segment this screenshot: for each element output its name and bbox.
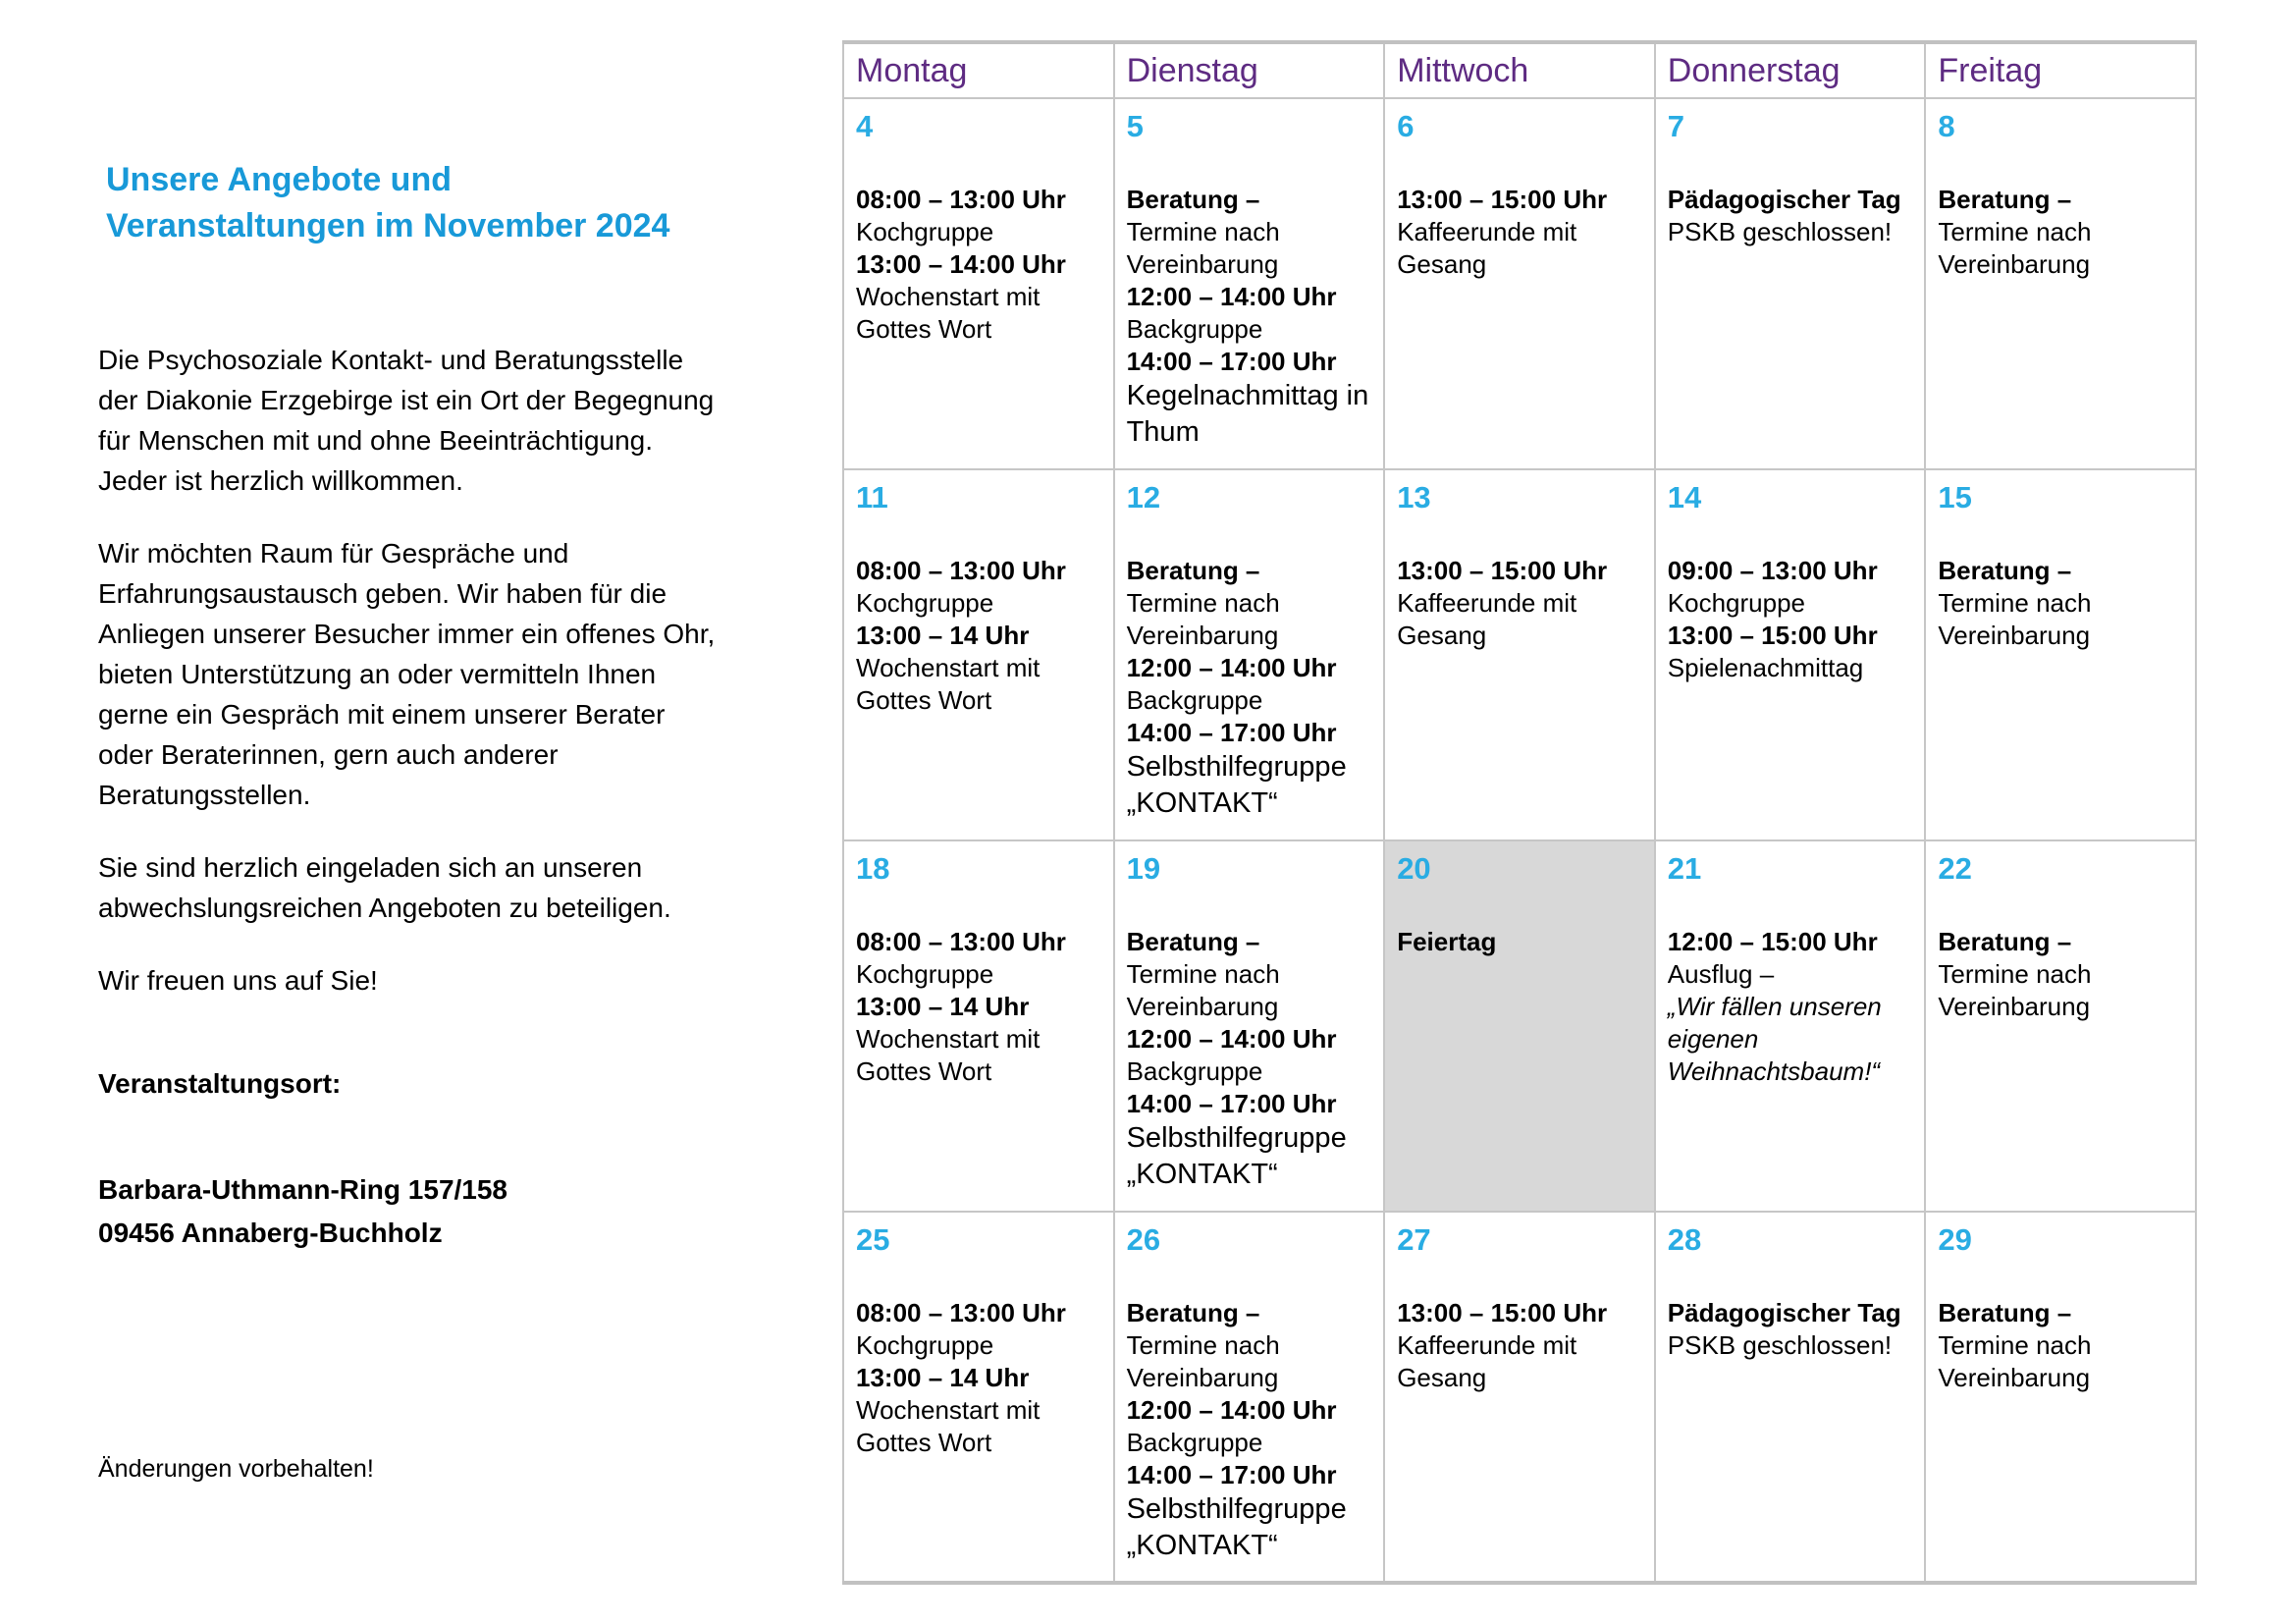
event-line: Backgruppe xyxy=(1126,1056,1263,1086)
day-number: 4 xyxy=(856,109,874,143)
weekday-header-dienstag: Dienstag xyxy=(1114,42,1385,98)
event-line: 14:00 – 17:00 Uhr xyxy=(1126,1460,1337,1489)
event-line: Wochenstart mit Gottes Wort xyxy=(856,653,1041,715)
event-line: 14:00 – 17:00 Uhr xyxy=(1126,1089,1337,1118)
event-line: Backgruppe xyxy=(1126,685,1263,715)
event-line: Selbsthilfegruppe „KONTAKT“ xyxy=(1126,1493,1347,1561)
event-line: 14:00 – 17:00 Uhr xyxy=(1126,718,1337,747)
event-line: Pädagogischer Tag xyxy=(1667,1298,1901,1327)
event-line: 13:00 – 15:00 Uhr xyxy=(1397,556,1608,585)
event-line: Beratung – xyxy=(1126,185,1260,214)
event-line: Kochgruppe xyxy=(856,1330,994,1360)
event-line: Beratung – xyxy=(1126,556,1260,585)
page-title-line-2: Veranstaltungen im November 2024 xyxy=(106,207,670,244)
day-number: 12 xyxy=(1126,480,1161,514)
calendar-cell-day-11 xyxy=(843,469,1114,840)
event-line: Termine nach Vereinbarung xyxy=(1938,588,2092,650)
event-line: Termine nach Vereinbarung xyxy=(1126,588,1280,650)
event-line: Termine nach Vereinbarung xyxy=(1938,217,2092,279)
calendar-cell-day-21 xyxy=(1655,840,1926,1212)
event-line: Kaffeerunde mit Gesang xyxy=(1397,1330,1577,1392)
calendar-cell-day-26 xyxy=(1114,1212,1385,1583)
day-number: 19 xyxy=(1126,851,1161,886)
day-number: 18 xyxy=(856,851,890,886)
day-entries xyxy=(1938,1297,2185,1394)
event-line: Kaffeerunde mit Gesang xyxy=(1397,217,1577,279)
day-number: 28 xyxy=(1667,1222,1702,1257)
event-line: Beratung – xyxy=(1938,1298,2072,1327)
event-line: Termine nach Vereinbarung xyxy=(1126,217,1280,279)
event-line: Beratung – xyxy=(1938,927,2072,956)
intro-paragraph-3: Sie sind herzlich eingeladen sich an unseren abwechslungsreichen Angeboten zu beteiligen. xyxy=(98,852,671,923)
event-line: 12:00 – 14:00 Uhr xyxy=(1126,1395,1337,1425)
calendar-cell-day-18 xyxy=(843,840,1114,1212)
event-line: 14:00 – 17:00 Uhr xyxy=(1126,347,1337,376)
day-entries xyxy=(1938,184,2185,281)
day-entries xyxy=(1668,926,1915,1088)
day-number: 6 xyxy=(1397,109,1415,143)
day-entries xyxy=(856,184,1103,346)
event-line: Wochenstart mit Gottes Wort xyxy=(856,282,1041,344)
day-number: 11 xyxy=(856,480,888,514)
calendar-cell-day-13 xyxy=(1384,469,1655,840)
day-number: 14 xyxy=(1667,480,1702,514)
event-line: 08:00 – 13:00 Uhr xyxy=(856,185,1066,214)
events-calendar xyxy=(842,40,2197,1585)
event-line: 13:00 – 14 Uhr xyxy=(856,1363,1030,1392)
day-number: 26 xyxy=(1126,1222,1161,1257)
calendar-cell-day-7 xyxy=(1655,98,1926,469)
event-line: Wochenstart mit Gottes Wort xyxy=(856,1024,1041,1086)
event-line: 08:00 – 13:00 Uhr xyxy=(856,927,1066,956)
day-number: 7 xyxy=(1667,109,1685,143)
event-line: Beratung – xyxy=(1126,927,1260,956)
event-line: 12:00 – 14:00 Uhr xyxy=(1126,1024,1337,1054)
page-title-line-1: Unsere Angebote und xyxy=(106,161,452,198)
day-entries xyxy=(1668,184,1915,248)
day-number: 15 xyxy=(1938,480,1972,514)
day-number: 21 xyxy=(1667,851,1702,886)
intro-column xyxy=(98,157,719,1255)
day-number: 22 xyxy=(1938,851,1972,886)
day-number: 13 xyxy=(1397,480,1431,514)
event-line: Ausflug – xyxy=(1667,959,1775,989)
event-line: Feiertag xyxy=(1397,927,1497,956)
event-line: Termine nach Vereinbarung xyxy=(1126,1330,1280,1392)
calendar-cell-day-4 xyxy=(843,98,1114,469)
day-entries xyxy=(1397,1297,1644,1394)
weekday-header-donnerstag: Donnerstag xyxy=(1655,42,1926,98)
event-line: Kochgruppe xyxy=(856,217,994,246)
day-entries xyxy=(1938,555,2185,652)
day-number: 8 xyxy=(1938,109,1955,143)
calendar-cell-day-25 xyxy=(843,1212,1114,1583)
calendar-cell-day-22 xyxy=(1925,840,2196,1212)
event-line: Backgruppe xyxy=(1126,314,1263,344)
calendar-cell-day-27 xyxy=(1384,1212,1655,1583)
intro-paragraph-4: Wir freuen uns auf Sie! xyxy=(98,965,378,996)
venue-label: Veranstaltungsort: xyxy=(98,1068,342,1099)
event-line: Selbsthilfegruppe „KONTAKT“ xyxy=(1126,751,1347,819)
event-line: 08:00 – 13:00 Uhr xyxy=(856,1298,1066,1327)
event-line: PSKB geschlossen! xyxy=(1667,1330,1893,1360)
day-entries xyxy=(1127,184,1374,451)
venue-address xyxy=(98,1168,719,1255)
event-line: Kegelnachmittag in Thum xyxy=(1126,380,1369,448)
event-line: 13:00 – 14:00 Uhr xyxy=(856,249,1066,279)
day-entries xyxy=(1397,926,1644,958)
day-entries xyxy=(1668,555,1915,684)
intro-paragraph-2: Wir möchten Raum für Gespräche und Erfahrungsaustausch geben. Wir haben für die Anliegen unserer Besucher immer ein offenes Ohr, bieten Unterstützung an oder vermitteln Ihnen gerne ein Gespräch mit einem unserer Berater oder Beraterinnen, gern auch anderer Beratungsstellen. xyxy=(98,538,716,810)
event-line: 12:00 – 15:00 Uhr xyxy=(1667,927,1878,956)
event-line: 12:00 – 14:00 Uhr xyxy=(1126,282,1337,311)
event-line: Kochgruppe xyxy=(1667,588,1806,618)
calendar-week-row-2 xyxy=(843,469,2196,840)
calendar-cell-day-6 xyxy=(1384,98,1655,469)
intro-paragraph-1: Die Psychosoziale Kontakt- und Beratungsstelle der Diakonie Erzgebirge ist ein Ort der Begegnung für Menschen mit und ohne Beeinträchtigung. Jeder ist herzlich willkommen. xyxy=(98,345,715,496)
day-entries xyxy=(1668,1297,1915,1362)
day-entries xyxy=(856,1297,1103,1459)
day-number: 20 xyxy=(1397,851,1431,886)
day-entries xyxy=(1397,555,1644,652)
event-line: PSKB geschlossen! xyxy=(1667,217,1893,246)
calendar-cell-day-8 xyxy=(1925,98,2196,469)
event-line: Backgruppe xyxy=(1126,1428,1263,1457)
changes-disclaimer: Änderungen vorbehalten! xyxy=(98,1455,374,1483)
calendar-cell-day-19 xyxy=(1114,840,1385,1212)
calendar-cell-day-5 xyxy=(1114,98,1385,469)
event-line: 13:00 – 14 Uhr xyxy=(856,621,1030,650)
event-line: Kochgruppe xyxy=(856,588,994,618)
event-line: 13:00 – 14 Uhr xyxy=(856,992,1030,1021)
calendar-cell-day-29 xyxy=(1925,1212,2196,1583)
event-line: 08:00 – 13:00 Uhr xyxy=(856,556,1066,585)
day-number: 25 xyxy=(856,1222,890,1257)
day-entries xyxy=(1127,555,1374,822)
day-entries xyxy=(1938,926,2185,1023)
calendar-cell-day-20 xyxy=(1384,840,1655,1212)
event-line: Kaffeerunde mit Gesang xyxy=(1397,588,1577,650)
day-entries xyxy=(1127,926,1374,1193)
event-line: Selbsthilfegruppe „KONTAKT“ xyxy=(1126,1122,1347,1190)
event-line: 13:00 – 15:00 Uhr xyxy=(1397,185,1608,214)
calendar-header-row xyxy=(843,42,2196,98)
calendar-body xyxy=(843,98,2196,1583)
event-line: Pädagogischer Tag xyxy=(1667,185,1901,214)
event-line: Termine nach Vereinbarung xyxy=(1126,959,1280,1021)
weekday-header-mittwoch: Mittwoch xyxy=(1384,42,1655,98)
calendar-cell-day-28 xyxy=(1655,1212,1926,1583)
event-line: Beratung – xyxy=(1938,185,2072,214)
day-number: 27 xyxy=(1397,1222,1431,1257)
day-number: 5 xyxy=(1126,109,1144,143)
day-entries xyxy=(1397,184,1644,281)
calendar-week-row-3 xyxy=(843,840,2196,1212)
event-line: Termine nach Vereinbarung xyxy=(1938,1330,2092,1392)
page-title xyxy=(106,157,719,249)
calendar-cell-day-12 xyxy=(1114,469,1385,840)
day-entries xyxy=(856,555,1103,717)
event-line: Termine nach Vereinbarung xyxy=(1938,959,2092,1021)
day-entries xyxy=(1127,1297,1374,1564)
event-line: Wochenstart mit Gottes Wort xyxy=(856,1395,1041,1457)
calendar-week-row-4 xyxy=(843,1212,2196,1583)
event-line: Beratung – xyxy=(1126,1298,1260,1327)
venue-address-street: Barbara-Uthmann-Ring 157/158 xyxy=(98,1174,508,1205)
event-line: 13:00 – 15:00 Uhr xyxy=(1667,621,1878,650)
calendar-week-row-1 xyxy=(843,98,2196,469)
event-line: 12:00 – 14:00 Uhr xyxy=(1126,653,1337,682)
calendar-cell-day-15 xyxy=(1925,469,2196,840)
venue-address-city: 09456 Annaberg-Buchholz xyxy=(98,1218,443,1248)
day-entries xyxy=(856,926,1103,1088)
weekday-header-freitag: Freitag xyxy=(1925,42,2196,98)
event-line: 13:00 – 15:00 Uhr xyxy=(1397,1298,1608,1327)
event-line: Spielenachmittag xyxy=(1667,653,1864,682)
calendar-cell-day-14 xyxy=(1655,469,1926,840)
day-number: 29 xyxy=(1938,1222,1972,1257)
event-line: Kochgruppe xyxy=(856,959,994,989)
event-line: 09:00 – 13:00 Uhr xyxy=(1667,556,1878,585)
weekday-header-montag: Montag xyxy=(843,42,1114,98)
event-line: Beratung – xyxy=(1938,556,2072,585)
event-line: „Wir fällen unseren eigenen Weihnachtsbaum!“ xyxy=(1667,992,1882,1086)
